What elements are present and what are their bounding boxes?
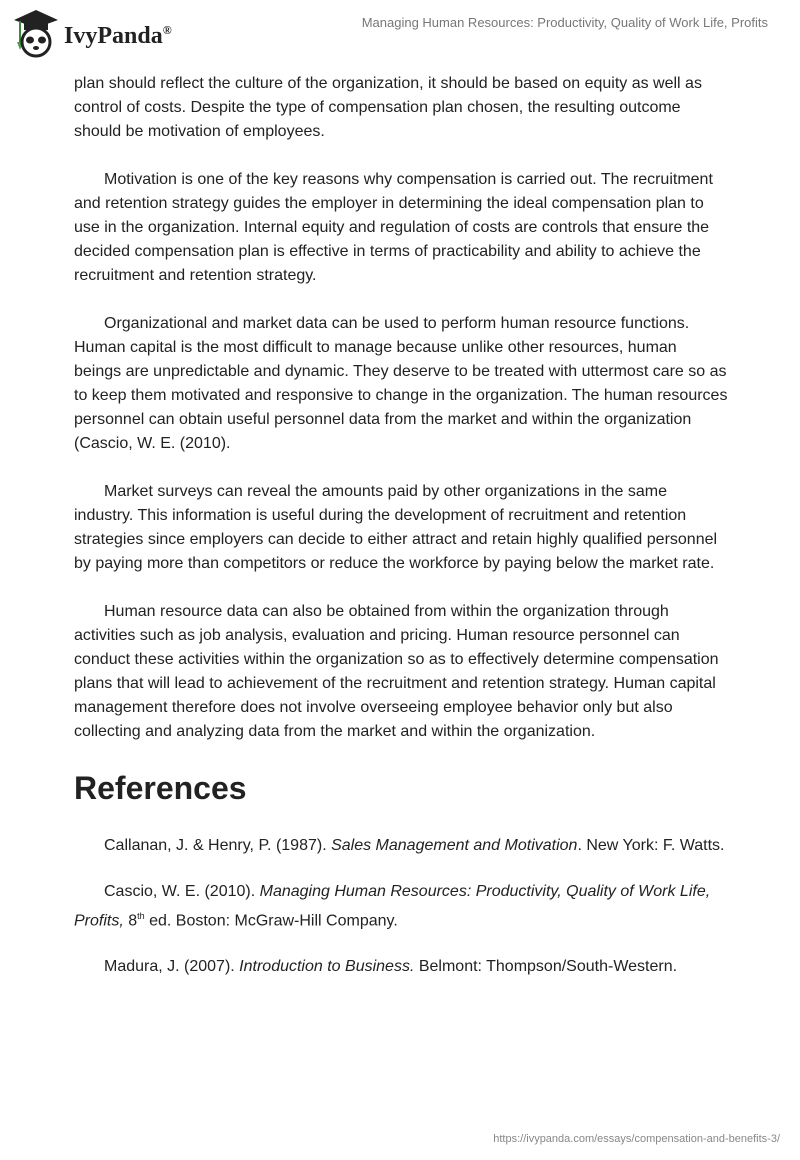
document-title: Managing Human Resources: Productivity, Quality of Work Life, Profits — [361, 15, 768, 30]
reference-item: Madura, J. (2007). Introduction to Business. Belmont: Thompson/South-Western. — [104, 958, 678, 976]
reference-item: Callanan, J. & Henry, P. (1987). Sales Management and Motivation. New York: F. Watts. — [104, 837, 725, 854]
panda-graduate-icon — [12, 8, 60, 58]
paragraph: Market surveys can reveal the amounts paid by other organizations in the same industry. This information is useful during the development of recruitment and retention strategies since employers can decide to either attract and retain highly qualified personnel by paying more than competitors or reduce the workforce by paying below the market rate. — [74, 483, 718, 572]
logo-text: IvyPanda® — [64, 22, 172, 49]
source-url[interactable]: https://ivypanda.com/essays/compensation-and-benefits-3/ — [493, 1133, 780, 1145]
paragraph: Human resource data can also be obtained from within the organization through activities such as job analysis, evaluation and pricing. Human resource personnel can conduct these activities within the organization so as to effectively determine compensation plans that will lead to achievement of the recruitment and retention strategy. Human capital management therefore does not involve overseeing employee behavior only but also collecting and analyzing data from the market and within the organization. — [74, 603, 719, 740]
paragraph: plan should reflect the culture of the organization, it should be based on equity as well as control of costs. Despite the type of compensation plan chosen, the resulting outcome should be motivation of employees. — [74, 75, 702, 140]
logo[interactable] — [12, 8, 172, 58]
essay-body — [74, 72, 728, 1001]
paragraph: Organizational and market data can be used to perform human resource functions. Human capital is the most difficult to manage because unlike other resources, human beings are unpredictable and dynamic. They deserve to be treated with uttermost care so as to keep them motivated and responsive to change in the organization. The human resources personnel can obtain useful personnel data from the market and within the organization (Cascio, W. E. (2010). — [74, 315, 728, 452]
paragraph: Motivation is one of the key reasons why compensation is carried out. The recruitment and retention strategy guides the employer in determining the ideal compensation plan to use in the organization. Internal equity and regulation of costs are controls that ensure the decided compensation plan is effective in terms of practicability and ability to achieve the recruitment and retention strategy. — [74, 171, 713, 284]
references-heading: References — [74, 770, 247, 806]
reference-item: Cascio, W. E. (2010). Managing Human Resources: Productivity, Quality of Work Life, Profits, 8th ed. Boston: McGraw-Hill Company. — [74, 883, 711, 930]
